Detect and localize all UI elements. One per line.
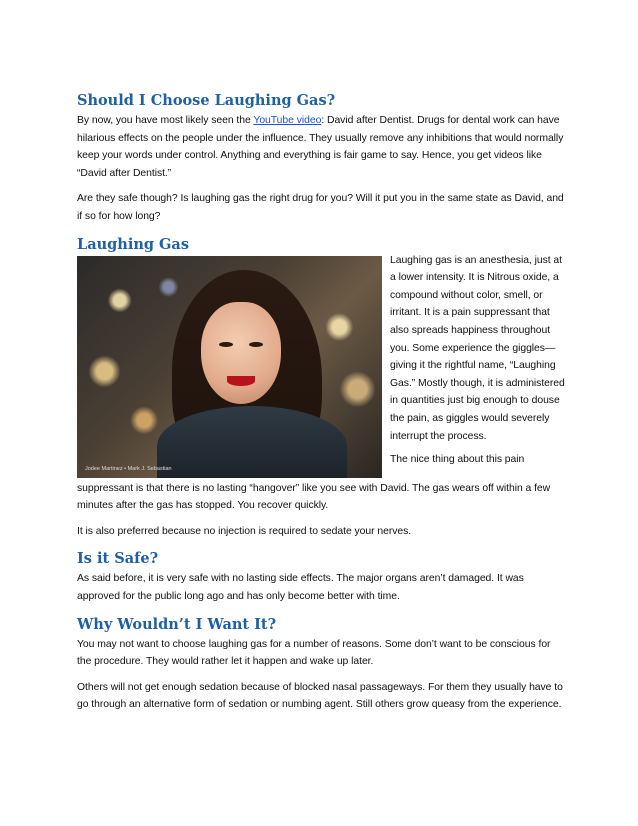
intro-text-b: : David after Dentist. Drugs for dental work can have hilarious effects on the people under the influence. They usually remove any inhibitions that would normally keep your words under control. Anything and everything is fair game to say. Hence, you get videos like “David after Dentist.” [77,115,564,179]
heading-laughing-gas: Laughing Gas [77,235,189,253]
paragraph-intro [77,112,567,182]
document-page [77,92,567,722]
paragraph-others: Others will not get enough sedation because of blocked nasal passageways. For them they usually have to go through an alternative form of sedation or numbing agent. Still others grow queasy from the experience. [77,681,563,711]
heading-is-it-safe: Is it Safe? [77,550,159,568]
paragraph-no-injection: It is also preferred because no injection is required to sedate your nerves. [77,525,412,537]
photo-eye-right [249,342,263,347]
photo-face [201,302,281,404]
woman-smiling-photo [77,256,382,478]
photo-credit: Jodee Martinez • Mark J. Sebastian [85,465,172,472]
figure-with-text [77,256,567,480]
side-column [390,252,568,469]
photo-lips [227,376,255,386]
heading-should-i-choose: Should I Choose Laughing Gas? [77,92,336,109]
paragraph-laughing-gas-definition: Laughing gas is an anesthesia, just at a lower intensity. It is Nitrous oxide, a compound without color, smell, or irritant. It is a pain suppressant that also spreads happiness throughout you. Some experience the giggles—giving it the rightful name, “Laughing Gas.” Mostly though, it is administered in quantities just big enough to douse the pain, as giggles would severely interrupt the process. [390,254,565,442]
heading-why-wouldnt: Why Wouldn’t I Want It? [77,615,277,633]
youtube-video-link[interactable]: YouTube video [253,115,322,126]
paragraph-reasons: You may not want to choose laughing gas for a number of reasons. Some don’t want to be conscious for the procedure. They would rather let it happen and wake up later. [77,638,551,668]
paragraph-pain-start: The nice thing about this pain [390,454,525,466]
paragraph-safety: As said before, it is very safe with no lasting side effects. The major organs aren’t damaged. It was approved for the public long ago and has only become better with time. [77,573,524,602]
paragraph-pain-suppressant: suppressant is that there is no lasting “hangover” like you see with David. The gas wears off within a few minutes after the gas has stopped. You recover quickly. [77,482,551,512]
photo-eye-left [219,342,233,347]
paragraph-questions: Are they safe though? Is laughing gas the right drug for you? Will it put you in the same state as David, and if so for how long? [77,193,564,222]
intro-text-a: By now, you have most likely seen the [77,115,254,126]
